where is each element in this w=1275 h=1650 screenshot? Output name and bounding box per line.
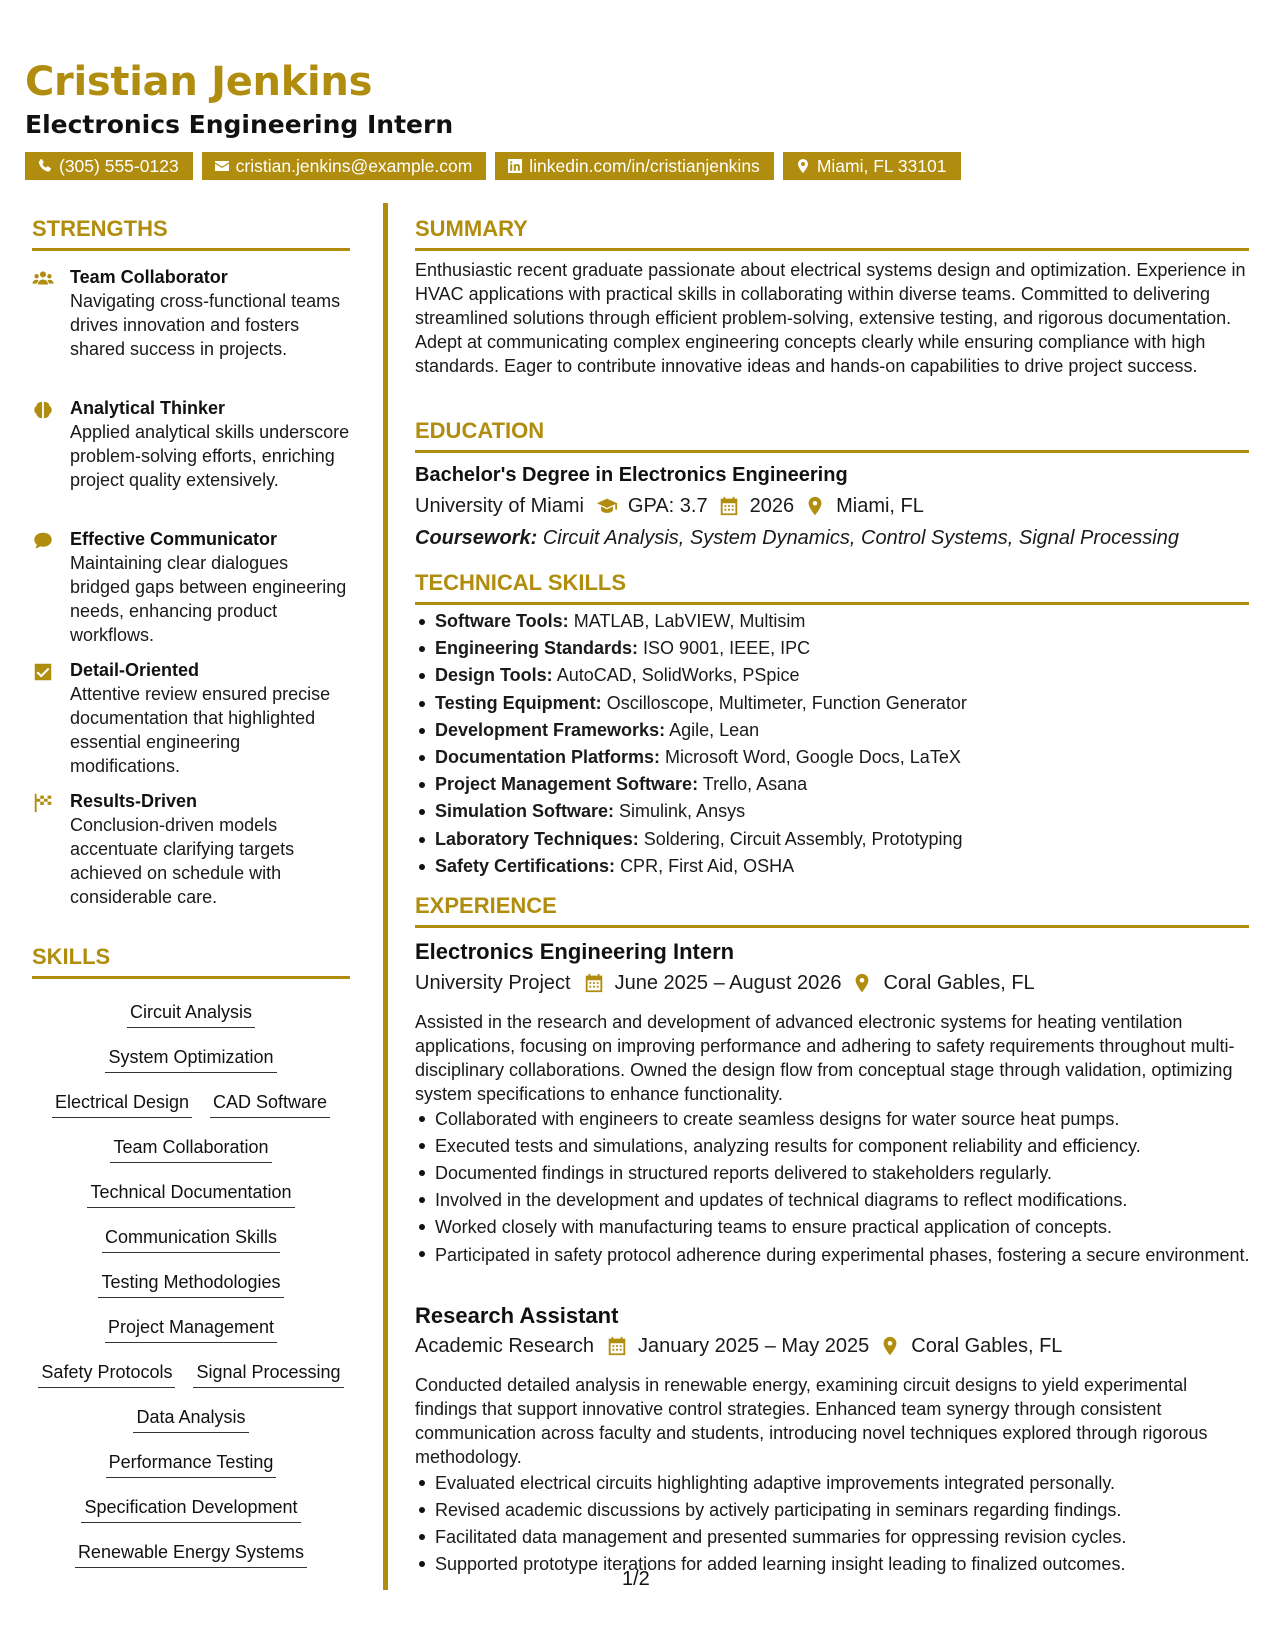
job-dates: June 2025 – August 2026 (614, 972, 842, 994)
tech-skill-value: MATLAB, LabVIEW, Multisim (573, 611, 806, 631)
tech-skill-value: ISO 9001, IEEE, IPC (643, 638, 811, 659)
linkedin-icon (507, 158, 523, 174)
contact-bar (25, 152, 961, 180)
list-item: Evaluated electrical circuits highlighting adaptive improvements integrated personally. (435, 1470, 1270, 1497)
school-location: Miami, FL (836, 495, 924, 517)
strength-desc: Applied analytical skills underscore problem-solving efforts, enriching project quality extensively. (70, 422, 350, 490)
contact-location (783, 152, 961, 180)
graduation-cap-icon (596, 495, 618, 517)
skill-tag: CAD Software (210, 1090, 330, 1118)
grad-year: 2026 (749, 495, 795, 517)
checkbox-icon (32, 661, 54, 683)
list-item (435, 744, 1270, 771)
page-number: 1/2 (622, 1568, 650, 1590)
skill-tag: Communication Skills (102, 1225, 280, 1253)
list-item (435, 690, 1270, 717)
strength-desc: Attentive review ensured precise documentation that highlighted essential engineering modifications. (70, 684, 331, 776)
skill-tag: Testing Methodologies (98, 1270, 283, 1298)
phone-text: (305) 555-0123 (59, 156, 179, 176)
list-item (435, 826, 1270, 853)
skill-tag: Safety Protocols (38, 1360, 175, 1388)
list-item (435, 798, 1270, 825)
skill-tag: System Optimization (105, 1045, 276, 1073)
map-pin-icon (879, 1335, 901, 1357)
coursework-label: Coursework: (415, 527, 538, 549)
tech-skill-value: Oscilloscope, Multimeter, Function Generator (606, 692, 967, 713)
list-item (435, 662, 1270, 689)
skill-tag: Performance Testing (106, 1450, 277, 1478)
job-meta (415, 970, 1035, 996)
strength-title: Team Collaborator (70, 267, 228, 287)
tech-skill-label: Safety Certifications: (435, 855, 616, 876)
job-title: Electronics Engineering Intern (415, 939, 735, 964)
job-bullets (415, 1106, 1270, 1267)
job-description: Conducted detailed analysis in renewable energy, examining circuit designs to yield experimental findings that support innovative control strategies. Enhanced team synergy through consistent communication across faculty and students, introducing novel techniques explored through rigorous methodology. (415, 1375, 1208, 1467)
list-item: Documented findings in structured reports delivered to stakeholders regularly. (435, 1160, 1270, 1187)
list-item: Revised academic discussions by actively participating in seminars regarding findings. (435, 1497, 1270, 1524)
contact-linkedin[interactable] (495, 152, 774, 180)
summary-heading: SUMMARY (415, 216, 1249, 251)
strength-title: Results-Driven (70, 791, 198, 811)
degree-title: Bachelor's Degree in Electronics Engineering (415, 464, 848, 486)
users-icon (32, 268, 54, 290)
tech-skill-value: Microsoft Word, Google Docs, LaTeX (665, 747, 961, 768)
tech-skill-label: Software Tools: (435, 611, 569, 631)
skill-tag: Renewable Energy Systems (75, 1540, 307, 1568)
brain-icon (32, 399, 54, 421)
education-meta (415, 493, 924, 519)
map-pin-icon (804, 495, 826, 517)
technical-skills-heading: TECHNICAL SKILLS (415, 570, 1249, 605)
job-meta (415, 1333, 1062, 1359)
list-item: Participated in safety protocol adherence during experimental phases, fostering a secure environment. (435, 1241, 1270, 1267)
tech-skill-label: Engineering Standards: (435, 638, 639, 659)
job-org: Academic Research (415, 1335, 594, 1357)
list-item (435, 771, 1270, 798)
list-item: Collaborated with engineers to create seamless designs for water source heat pumps. (435, 1106, 1270, 1133)
job-bullets (415, 1470, 1270, 1578)
skill-tag: Data Analysis (133, 1405, 248, 1433)
speech-bubble-icon (32, 530, 54, 552)
skill-tag: Signal Processing (193, 1360, 343, 1388)
job-dates: January 2025 – May 2025 (637, 1335, 870, 1357)
skills-heading: SKILLS (32, 944, 350, 979)
strengths-heading: STRENGTHS (32, 216, 350, 251)
tech-skill-label: Laboratory Techniques: (435, 828, 639, 849)
list-item: Facilitated data management and presented summaries for oppressing revision cycles. (435, 1524, 1270, 1551)
envelope-icon (214, 158, 230, 174)
strength-item (32, 789, 352, 909)
strength-desc: Conclusion-driven models accentuate clarifying targets achieved on schedule with considerable care. (70, 815, 295, 907)
list-item (435, 853, 1270, 880)
strength-desc: Navigating cross-functional teams drives innovation and fosters shared success in projects. (70, 291, 341, 359)
list-item: Executed tests and simulations, analyzing results for component reliability and efficiency. (435, 1133, 1270, 1160)
strength-title: Detail-Oriented (70, 660, 200, 680)
tech-skill-label: Project Management Software: (435, 774, 699, 795)
skill-tag: Team Collaboration (110, 1135, 271, 1163)
strength-title: Analytical Thinker (70, 398, 226, 418)
list-item (435, 608, 1270, 635)
tech-skill-label: Simulation Software: (435, 801, 615, 822)
school-name: University of Miami (415, 495, 584, 517)
skill-tag: Technical Documentation (87, 1180, 294, 1208)
candidate-name: Cristian Jenkins (25, 59, 373, 105)
experience-heading: EXPERIENCE (415, 893, 1249, 928)
coursework-list: Circuit Analysis, System Dynamics, Control Systems, Signal Processing (542, 527, 1179, 549)
job-description: Assisted in the research and development of advanced electronic systems for heating ventilation applications, focusing on improving performance and adhering to safety requirements throughout multi-disciplinary collaborations. Owned the design flow from conceptual stage through validation, optimizing system specifications to enhance functionality. (415, 1012, 1235, 1104)
list-item: Involved in the development and updates of technical diagrams to reflect modifications. (435, 1187, 1270, 1214)
tech-skill-label: Design Tools: (435, 665, 553, 686)
tech-skill-label: Testing Equipment: (435, 692, 602, 713)
strength-item (32, 396, 352, 492)
map-pin-icon (795, 158, 811, 174)
skill-tag: Project Management (105, 1315, 277, 1343)
strength-desc: Maintaining clear dialogues bridged gaps between engineering needs, enhancing product workflows. (70, 553, 347, 645)
strength-item (32, 265, 352, 361)
skill-tag: Specification Development (81, 1495, 300, 1523)
flag-checkered-icon (32, 792, 54, 814)
education-heading: EDUCATION (415, 418, 1249, 453)
skill-tag: Circuit Analysis (127, 1000, 255, 1028)
linkedin-text: linkedin.com/in/cristianjenkins (529, 156, 760, 176)
tech-skill-label: Documentation Platforms: (435, 747, 661, 768)
tech-skill-value: CPR, First Aid, OSHA (620, 855, 795, 876)
tech-skill-value: Agile, Lean (669, 719, 760, 740)
list-item (435, 635, 1270, 662)
strength-item (32, 527, 352, 647)
job-title: Research Assistant (415, 1303, 619, 1328)
technical-skills-list (415, 608, 1270, 880)
list-item: Worked closely with manufacturing teams to ensure practical application of concepts. (435, 1214, 1270, 1241)
skill-tag: Electrical Design (52, 1090, 192, 1118)
tech-skill-value: Simulink, Ansys (619, 801, 746, 822)
calendar-icon (718, 495, 740, 517)
job-location: Coral Gables, FL (883, 972, 1035, 994)
contact-phone[interactable] (25, 152, 193, 180)
calendar-icon (606, 1335, 628, 1357)
strength-title: Effective Communicator (70, 529, 278, 549)
tech-skill-label: Development Frameworks: (435, 719, 666, 740)
summary-text: Enthusiastic recent graduate passionate about electrical systems design and optimization. Experience in HVAC applications with practical skills in collaborating within diverse teams. Committed to delivering streamlined solutions through efficient problem-solving, extensive testing, and rigorous documentation. Adept at communicating complex engineering concepts clearly while ensuring compliance with high standards. Eager to contribute innovative ideas and hands-on capabilities to drive project success. (415, 260, 1246, 376)
list-item: Supported prototype iterations for added learning insight leading to finalized outcomes. (435, 1551, 1270, 1578)
column-divider (383, 203, 388, 1590)
coursework (415, 525, 1179, 551)
email-text: cristian.jenkins@example.com (235, 156, 473, 176)
contact-email[interactable] (202, 152, 487, 180)
tech-skill-value: AutoCAD, SolidWorks, PSpice (556, 665, 800, 686)
strength-item (32, 658, 352, 778)
job-org: University Project (415, 972, 571, 994)
gpa: GPA: 3.7 (627, 495, 708, 517)
job-location: Coral Gables, FL (911, 1335, 1063, 1357)
phone-icon (37, 158, 53, 174)
tech-skill-value: Soldering, Circuit Assembly, Prototyping (643, 828, 963, 849)
candidate-title: Electronics Engineering Intern (25, 110, 454, 139)
tech-skill-value: Trello, Asana (702, 774, 808, 795)
skills-list (32, 1000, 350, 1585)
calendar-icon (583, 972, 605, 994)
location-text: Miami, FL 33101 (816, 156, 947, 176)
list-item (435, 717, 1270, 744)
map-pin-icon (851, 972, 873, 994)
